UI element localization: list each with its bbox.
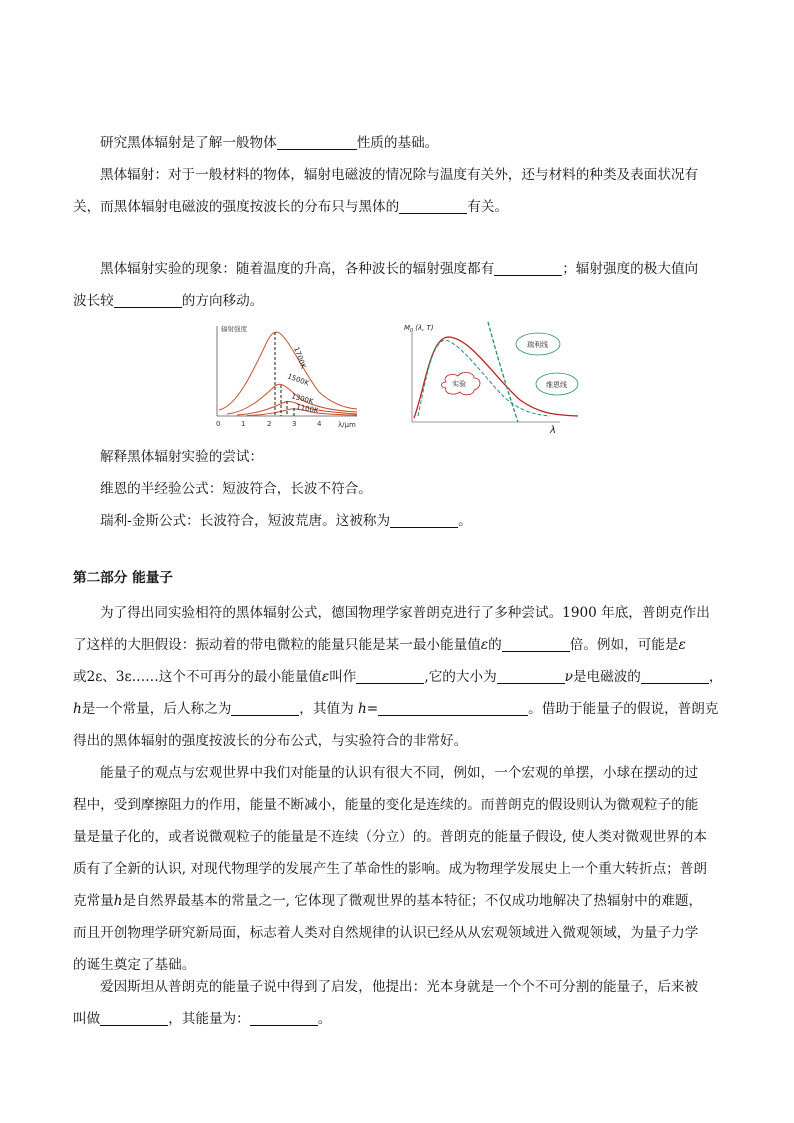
planck-line-3: 或2ε、3ε……这个不可再分的最小能量值ε叫作 ,它的大小为 ν是电磁波的 ， (73, 669, 723, 685)
blank-9[interactable] (641, 667, 709, 684)
einstein-line-1: 爱因斯坦从普朗克的能量子说中得到了启发，他提出：光本身就是一个个不可分割的能量子，后来被 (100, 979, 699, 995)
blank-2[interactable] (399, 197, 467, 214)
planck-line-4: h是一个常量，后人称之为 ，其值为 h= 。借助于能量子的假说，普朗克 (73, 701, 719, 717)
x-axis-label: λ/μm (338, 421, 356, 429)
planck-line-2: 了这样的大胆假设：振动着的带电微粒的能量只能是某一最小能量值ε的 倍。例如，可能是ε (73, 637, 686, 653)
planck-line-5: 得出的黑体辐射的强度按波长的分布公式，与实验符合的非常好。 (73, 733, 468, 749)
planck-line-1: 为了得出同实验相符的黑体辐射公式，德国物理学家普朗克进行了多种尝试。1900 年底，普朗克作出 (100, 605, 710, 621)
curve-1700K (219, 332, 357, 410)
tick-4: 4 (317, 420, 322, 428)
attempts-paragraph (73, 441, 723, 537)
quantum-line-2: 程中，受到摩擦阻力的作用，能量不断减小，能量的变化是连续的。而普朗克的假设则认为微观粒子的能 (73, 797, 699, 813)
line-rayleigh-formula: 瑞利-金斯公式：长波符合，短波荒唐。这被称为 。 (100, 513, 472, 529)
planck-paragraph (73, 597, 723, 757)
y-axis-label: $M_0$ (λ, T) (404, 324, 434, 334)
tick-2: 2 (267, 420, 272, 428)
blank-1[interactable] (277, 133, 357, 150)
radiation-laws-figure (400, 318, 585, 433)
rayleigh-curve (488, 322, 518, 422)
blackbody-curves-figure (207, 318, 365, 433)
blank-3[interactable] (494, 259, 562, 276)
label-1300K: 1300K (290, 392, 315, 406)
tick-3: 3 (292, 420, 297, 428)
line-blackbody-study: 研究黑体辐射是了解一般物体 性质的基础。 (100, 135, 439, 151)
quantum-paragraph (73, 757, 723, 981)
section-heading-part2: 第二部分 能量子 (73, 570, 173, 586)
quantum-line-6: 而且开创物理学研究新局面，标志着人类对自然规律的认识已经从从宏观领域进入微观领域，为量子力学 (73, 925, 699, 941)
blank-10[interactable] (231, 699, 299, 716)
quantum-line-4: 质有了全新的认识, 对现代物理学的发展产生了革命性的影响。成为物理学发展史上一个重大转折点；普朗 (73, 861, 707, 877)
y-axis-label: 辐射强度 (221, 325, 247, 333)
blank-4[interactable] (114, 291, 182, 308)
experiment-label: 实验 (452, 380, 466, 388)
blank-12[interactable] (100, 1009, 168, 1026)
attempts-title: 解释黑体辐射实验的尝试： (100, 449, 264, 465)
quantum-line-1: 能量子的观点与宏观世界中我们对能量的认识有很大不同，例如，一个宏观的单摆，小球在摆动的过 (100, 765, 699, 781)
tick-0: 0 (216, 420, 221, 428)
line-wien-formula: 维恩的半经验公式：短波符合，长波不符合。 (100, 481, 372, 497)
tick-1: 1 (241, 420, 246, 428)
blank-11[interactable] (378, 699, 528, 716)
line-blackbody-def-cont: 关，而黑体辐射电磁波的强度按波长的分布只与黑体的 有关。 (73, 199, 509, 215)
einstein-line-2: 叫做 ，其能量为： 。 (73, 1011, 332, 1027)
line-experiment: 黑体辐射实验的现象：随着温度的升高，各种波长的辐射强度都有 ；辐射强度的极大值向 (100, 261, 699, 277)
einstein-paragraph (73, 971, 723, 1035)
rayleigh-label: 瑞利线 (527, 341, 548, 349)
quantum-line-7: 的诞生奠定了基础。 (73, 957, 196, 973)
label-1100K: 1100K (295, 403, 320, 415)
blank-7[interactable] (356, 667, 424, 684)
blank-8[interactable] (497, 667, 565, 684)
experiment-paragraph (73, 253, 723, 317)
blank-5[interactable] (390, 511, 458, 528)
blank-13[interactable] (250, 1009, 318, 1026)
label-1500K: 1500K (286, 372, 311, 388)
quantum-line-3: 量是量子化的，或者说微观粒子的能量是不连续（分立）的。普朗克的能量子假设, 使人类对微观世界的本 (73, 829, 707, 845)
quantum-line-5: 克常量h是自然界最基本的常量之一, 它体现了微观世界的基本特征；不仅成功地解决了热辐射中的难题， (73, 893, 703, 909)
line-blackbody-def: 黑体辐射：对于一般材料的物体，辐射电磁波的情况除与温度有关外，还与材料的种类及表面状况有 (100, 167, 699, 183)
part1-paragraph (73, 127, 723, 223)
wien-label: 维恩线 (546, 381, 567, 389)
line-experiment-cont: 波长较 的方向移动。 (73, 293, 264, 309)
blank-6[interactable] (502, 635, 570, 652)
x-axis-label: λ (550, 425, 556, 433)
label-1700K: 1700K (292, 345, 308, 370)
